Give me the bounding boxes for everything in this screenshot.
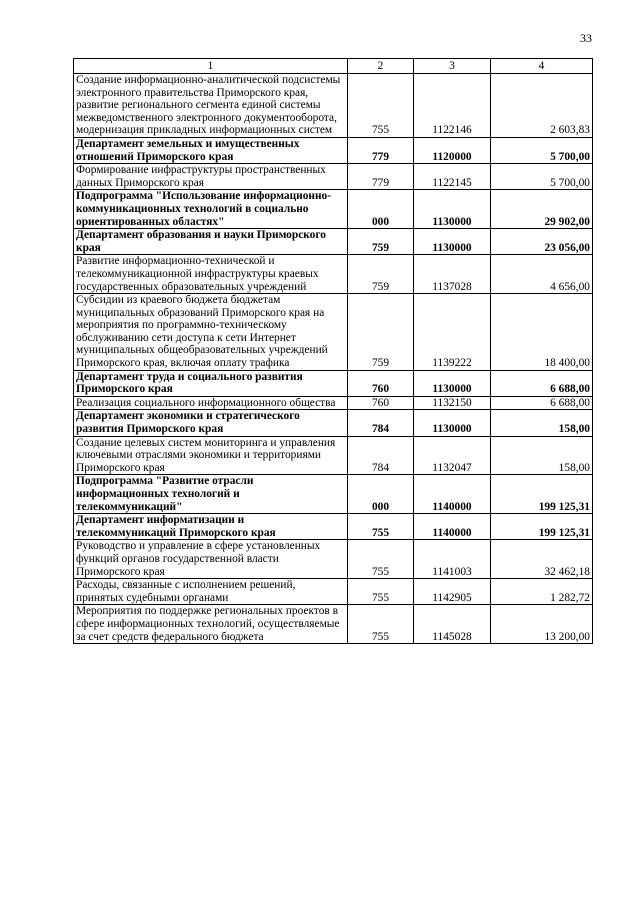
row-amount: 5 700,00 (491, 164, 593, 190)
table-row (74, 294, 593, 371)
table-row (74, 255, 593, 294)
table-row (74, 229, 593, 255)
row-target: 1132150 (414, 396, 491, 410)
row-code: 755 (348, 514, 414, 540)
table-row (74, 137, 593, 163)
row-amount: 5 700,00 (491, 137, 593, 163)
row-description: Создание целевых систем мониторинга и управления ключевыми отраслями экономики и территориями Приморского края (74, 436, 348, 475)
row-description: Департамент земельных и имущественных отношений Приморского края (74, 137, 348, 163)
row-description: Мероприятия по поддержке региональных проектов в сфере информационных технологий, осуществляемые за счет средств федерального бюджета (74, 605, 348, 644)
table-row (74, 540, 593, 579)
row-code: 755 (348, 579, 414, 605)
row-description: Подпрограмма "Развитие отрасли информационных технологий и телекоммуникаций" (74, 475, 348, 514)
row-target: 1141003 (414, 540, 491, 579)
page-number: 33 (580, 31, 592, 45)
row-amount: 158,00 (491, 410, 593, 436)
row-target: 1140000 (414, 514, 491, 540)
column-header-3: 3 (414, 59, 491, 74)
row-code: 755 (348, 540, 414, 579)
row-amount: 23 056,00 (491, 229, 593, 255)
row-description: Субсидии из краевого бюджета бюджетам муниципальных образований Приморского края на мероприятия по программно-техническому обслуживанию сети доступа к сети Интернет муниципальных общеобразовательных учреждений Приморского края, включая оплату трафика (74, 294, 348, 371)
row-description: Департамент труда и социального развития Приморского края (74, 370, 348, 396)
row-amount: 199 125,31 (491, 475, 593, 514)
row-description: Департамент экономики и стратегического развития Приморского края (74, 410, 348, 436)
table-row (74, 410, 593, 436)
budget-table (73, 58, 593, 644)
row-description: Формирование инфраструктуры пространственных данных Приморского края (74, 164, 348, 190)
row-amount: 6 688,00 (491, 370, 593, 396)
table-row (74, 370, 593, 396)
row-code: 784 (348, 436, 414, 475)
row-description: Департамент образования и науки Приморского края (74, 229, 348, 255)
table-row (74, 475, 593, 514)
row-target: 1122146 (414, 74, 491, 138)
row-description: Развитие информационно-технической и телекоммуникационной инфраструктуры краевых государственных образовательных учреждений (74, 255, 348, 294)
table-row (74, 579, 593, 605)
row-amount: 13 200,00 (491, 605, 593, 644)
row-amount: 6 688,00 (491, 396, 593, 410)
table-row (74, 74, 593, 138)
table-row (74, 396, 593, 410)
row-code: 759 (348, 229, 414, 255)
row-code: 759 (348, 294, 414, 371)
row-target: 1142905 (414, 579, 491, 605)
row-target: 1122145 (414, 164, 491, 190)
row-description: Руководство и управление в сфере установленных функций органов государственной власти Приморского края (74, 540, 348, 579)
column-header-2: 2 (348, 59, 414, 74)
row-target: 1137028 (414, 255, 491, 294)
row-target: 1130000 (414, 229, 491, 255)
row-code: 000 (348, 475, 414, 514)
row-code: 759 (348, 255, 414, 294)
row-code: 779 (348, 164, 414, 190)
column-header-1: 1 (74, 59, 348, 74)
row-description: Подпрограмма "Использование информационно-коммуникационных технологий в социально ориентированных областях" (74, 190, 348, 229)
row-target: 1145028 (414, 605, 491, 644)
row-code: 000 (348, 190, 414, 229)
table-row (74, 514, 593, 540)
table-row (74, 190, 593, 229)
row-target: 1132047 (414, 436, 491, 475)
row-target: 1130000 (414, 410, 491, 436)
row-amount: 18 400,00 (491, 294, 593, 371)
row-target: 1140000 (414, 475, 491, 514)
table-row (74, 436, 593, 475)
row-amount: 4 656,00 (491, 255, 593, 294)
column-header-4: 4 (491, 59, 593, 74)
row-amount: 29 902,00 (491, 190, 593, 229)
row-description: Департамент информатизации и телекоммуникаций Приморского края (74, 514, 348, 540)
row-description: Расходы, связанные с исполнением решений, принятых судебными органами (74, 579, 348, 605)
row-target: 1130000 (414, 370, 491, 396)
row-code: 760 (348, 396, 414, 410)
row-description: Реализация социального информационного общества (74, 396, 348, 410)
row-target: 1120000 (414, 137, 491, 163)
row-code: 760 (348, 370, 414, 396)
row-code: 779 (348, 137, 414, 163)
row-amount: 32 462,18 (491, 540, 593, 579)
row-amount: 2 603,83 (491, 74, 593, 138)
table-row (74, 605, 593, 644)
row-amount: 199 125,31 (491, 514, 593, 540)
row-amount: 158,00 (491, 436, 593, 475)
row-code: 784 (348, 410, 414, 436)
table-row (74, 164, 593, 190)
row-target: 1130000 (414, 190, 491, 229)
row-code: 755 (348, 605, 414, 644)
row-description: Создание информационно-аналитической подсистемы электронного правительства Приморского края, развитие регионального сегмента единой системы межведомственного электронного документооборота, модернизация прикладных информационных систем (74, 74, 348, 138)
table-header-row (74, 59, 593, 74)
row-code: 755 (348, 74, 414, 138)
row-amount: 1 282,72 (491, 579, 593, 605)
row-target: 1139222 (414, 294, 491, 371)
